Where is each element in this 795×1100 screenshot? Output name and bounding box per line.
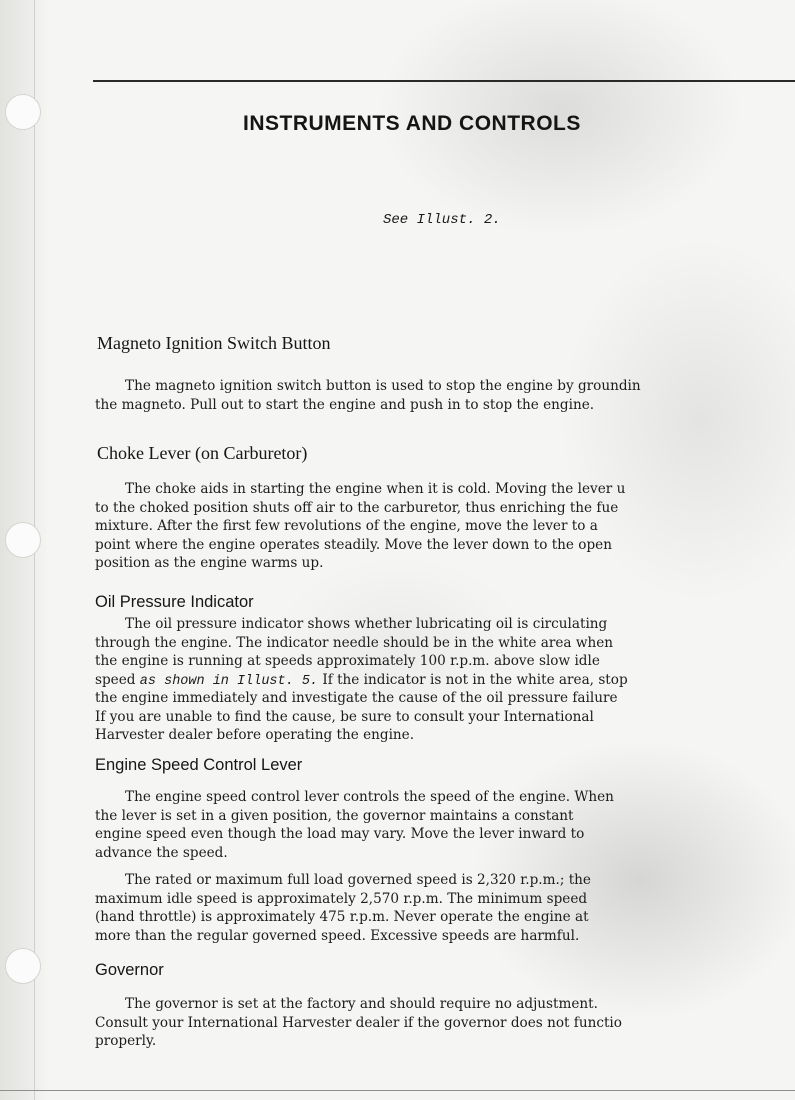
page-title: INSTRUMENTS AND CONTROLS <box>243 112 581 135</box>
paragraph-oil-pressure <box>95 615 795 745</box>
punch-hole-bottom <box>5 948 41 984</box>
paragraph-engine-speed-2 <box>95 871 795 945</box>
text-segment: speed <box>95 671 140 688</box>
punch-hole-top <box>5 94 41 130</box>
text-line: The magneto ignition switch button is used to stop the engine by groundin <box>125 378 641 394</box>
section-heading-engine-speed: Engine Speed Control Lever <box>95 756 303 774</box>
text-line: the magneto. Pull out to start the engine and push in to stop the engine. <box>95 396 595 413</box>
text-line: maximum idle speed is approximately 2,570 r.p.m. The minimum speed <box>95 890 588 907</box>
paragraph-magneto <box>95 377 795 414</box>
text-line: Consult your International Harvester dealer if the governor does not functio <box>95 1014 622 1031</box>
text-line <box>95 671 795 690</box>
text-line: engine speed even though the load may vary. Move the lever inward to <box>95 826 585 842</box>
paragraph-governor <box>95 995 795 1051</box>
text-line: The choke aids in starting the engine when it is cold. Moving the lever u <box>125 481 626 497</box>
text-line: Harvester dealer before operating the engine. <box>95 727 415 743</box>
text-line: The governor is set at the factory and should require no adjustment. <box>125 996 598 1012</box>
text-line: The rated or maximum full load governed speed is 2,320 r.p.m.; the <box>125 872 591 888</box>
text-line: advance the speed. <box>95 844 228 861</box>
section-heading-oil-pressure: Oil Pressure Indicator <box>95 593 254 611</box>
text-line: (hand throttle) is approximately 475 r.p.m. Never operate the engine at <box>95 909 589 925</box>
text-line: The oil pressure indicator shows whether lubricating oil is circulating <box>125 616 608 632</box>
text-line: to the choked position shuts off air to the carburetor, thus enriching the fue <box>95 499 619 516</box>
text-line: The engine speed control lever controls the speed of the engine. When <box>125 789 614 805</box>
text-line: mixture. After the first few revolutions of the engine, move the lever to a <box>95 518 598 534</box>
text-line: properly. <box>95 1033 157 1049</box>
text-line: position as the engine warms up. <box>95 555 324 571</box>
section-heading-governor: Governor <box>95 961 164 979</box>
illustration-reference-inline: as shown in Illust. 5. <box>139 673 319 689</box>
text-line: If you are unable to find the cause, be sure to consult your International <box>95 708 594 725</box>
punch-hole-middle <box>5 522 41 558</box>
text-line: through the engine. The indicator needle should be in the white area when <box>95 634 614 651</box>
section-heading-choke: Choke Lever (on Carburetor) <box>97 443 308 463</box>
text-segment: If the indicator is not in the white area, stop <box>318 671 628 688</box>
header-rule <box>93 80 795 82</box>
text-line: point where the engine operates steadily. Move the lever down to the open <box>95 536 612 553</box>
page-bottom-edge <box>0 1090 795 1091</box>
text-line: the engine is running at speeds approximately 100 r.p.m. above slow idle <box>95 653 600 669</box>
text-line: the engine immediately and investigate the cause of the oil pressure failure <box>95 690 618 706</box>
illustration-reference: See Illust. 2. <box>383 212 501 228</box>
paragraph-choke <box>95 480 795 573</box>
section-heading-magneto: Magneto Ignition Switch Button <box>97 333 331 353</box>
paragraph-engine-speed-1 <box>95 788 795 862</box>
text-line: more than the regular governed speed. Excessive speeds are harmful. <box>95 927 580 944</box>
text-line: the lever is set in a given position, the governor maintains a constant <box>95 807 574 824</box>
